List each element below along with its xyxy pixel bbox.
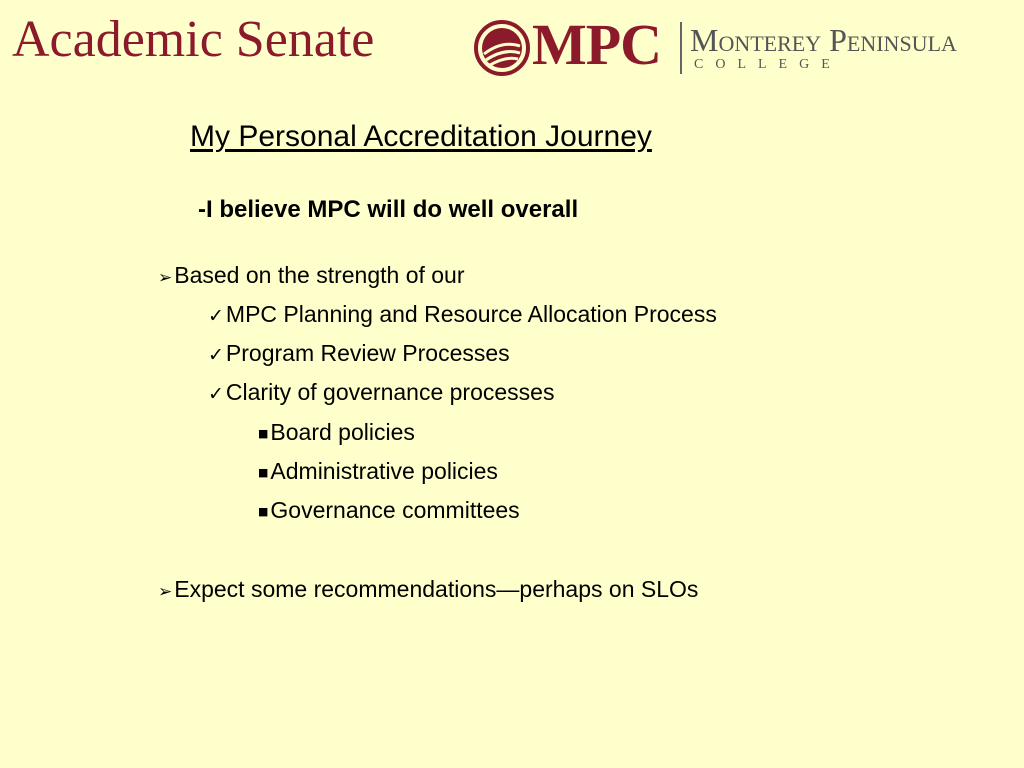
bullet-text: Program Review Processes	[225, 340, 510, 366]
checkmark-bullet-icon: ✓	[208, 383, 224, 405]
logo-divider	[680, 22, 682, 74]
bullet-text: Based on the strength of our	[174, 262, 465, 288]
bullet-text: Board policies	[270, 419, 415, 445]
bullet-text: Governance committees	[270, 497, 520, 523]
bullet-item	[158, 576, 698, 604]
bullet-text: MPC Planning and Resource Allocation Process	[225, 301, 717, 327]
square-bullet-icon: ■	[258, 505, 269, 518]
mpc-logo	[474, 12, 1020, 80]
logo-mpc-text: MPC	[532, 12, 662, 77]
bullet-item	[208, 340, 510, 368]
bullet-item	[208, 379, 554, 407]
arrow-bullet-icon: ➢	[158, 268, 173, 288]
bullet-text: Administrative policies	[270, 458, 498, 484]
square-bullet-icon: ■	[258, 466, 269, 479]
arrow-bullet-icon: ➢	[158, 582, 173, 602]
logo-college-name: Monterey Peninsula	[690, 22, 957, 58]
slide-subtitle: -I believe MPC will do well overall	[198, 196, 579, 223]
bullet-item	[258, 458, 498, 486]
checkmark-bullet-icon: ✓	[208, 305, 224, 327]
header-title: Academic Senate	[12, 11, 375, 68]
bullet-item	[208, 301, 717, 329]
square-bullet-icon: ■	[258, 427, 269, 440]
slide-title: My Personal Accreditation Journey	[190, 120, 652, 153]
bullet-text: Clarity of governance processes	[225, 379, 555, 405]
logo-college-word: COLLEGE	[694, 57, 842, 72]
bullet-text: Expect some recommendations—perhaps on SLOs	[174, 576, 699, 602]
bullet-item	[158, 262, 465, 290]
bullet-item	[258, 419, 415, 447]
mpc-emblem-icon	[474, 20, 530, 76]
bullet-item	[258, 497, 520, 525]
checkmark-bullet-icon: ✓	[208, 344, 224, 366]
